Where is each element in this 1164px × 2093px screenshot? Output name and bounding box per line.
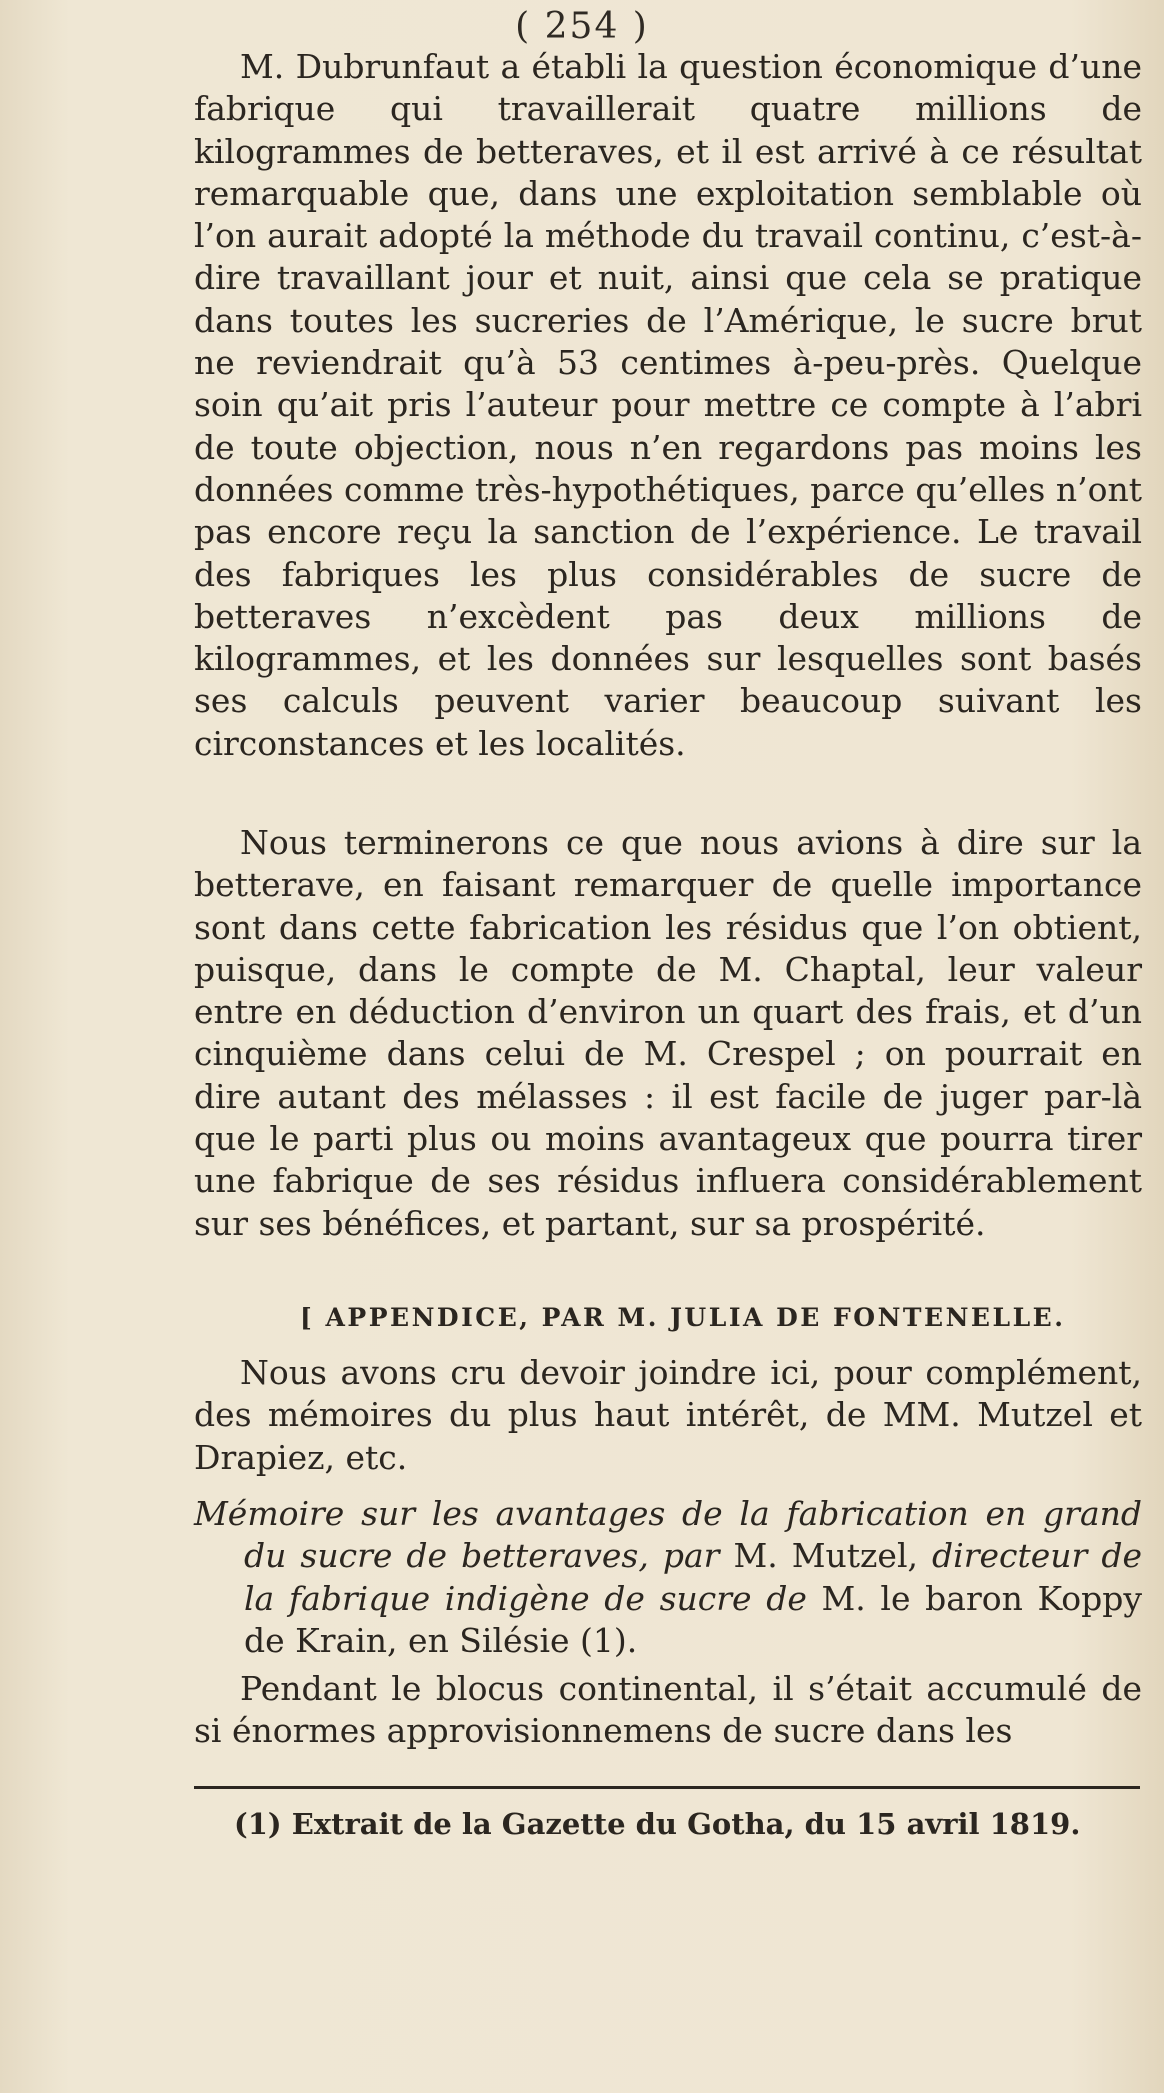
footnote: (1) Extrait de la Gazette du Gotha, du 15 avril 1819. <box>234 1807 1081 1841</box>
paragraph-complement: Nous avons cru devoir joindre ici, pour complément, des mémoires du plus haut intérêt, de MM. Mutzel et Drapiez, etc. <box>194 1353 1142 1477</box>
paragraph-dubrunfaut: M. Dubrunfaut a établi la question économique d’une fabrique qui travaillerait quatre millions de kilogrammes de betteraves, et il est arrivé à ce résultat remarquable que, dans une exploitation semblable où l’on aurait adopté la méthode du travail continu, c’est-à-dire travaillant jour et nuit, ainsi que cela se pratique dans toutes les sucreries de l’Amérique, le sucre brut ne reviendrait qu’à 53 centimes à-peu-près. Quelque soin qu’ait pris l’auteur pour mettre ce compte à l’abri de toute objection, nous n’en regardons pas moins les données comme très-hypothétiques, parce qu’elles n’ont pas encore reçu la sanction de l’expérience. Le travail des fabriques les plus considérables de sucre de betteraves n’excèdent pas deux millions de kilogrammes, et les données sur lesquelles sont basés ses calculs peuvent varier beaucoup suivant les circonstances et les localités. <box>194 47 1142 763</box>
footnote-divider <box>194 1786 1140 1789</box>
memoire-title-italic-1: Mémoire sur les avantages de la fabrication en grand du sucre de betteraves, par <box>194 1494 1142 1576</box>
memoire-title-author: M. Mutzel, <box>719 1536 933 1576</box>
memoire-title-italic-2: directeur de la fabrique indigène de sucre de <box>244 1536 1142 1618</box>
page-number: ( 254 ) <box>515 6 649 47</box>
memoire-title <box>194 1493 1142 1662</box>
appendix-heading: [ APPENDICE, PAR M. JULIA DE FONTENELLE. <box>300 1303 1066 1332</box>
paragraph-blocus: Pendant le blocus continental, il s’était accumulé de si énormes approvisionnemens de sucre dans les <box>194 1669 1142 1751</box>
memoire-title-location: M. le baron Koppy de Krain, en Silésie (1). <box>244 1578 1143 1660</box>
paragraph-betterave-residus: Nous terminerons ce que nous avions à dire sur la betterave, en faisant remarquer de quelle importance sont dans cette fabrication les résidus que l’on obtient, puisque, dans le compte de M. Chaptal, leur valeur entre en déduction d’environ un quart des frais, et d’un cinquième dans celui de M. Crespel ; on pourrait en dire autant des mélasses : il est facile de juger par-là que le parti plus ou moins avantageux que pourra tirer une fabrique de ses résidus influera considérablement sur ses bénéfices, et partant, sur sa prospérité. <box>194 823 1142 1243</box>
